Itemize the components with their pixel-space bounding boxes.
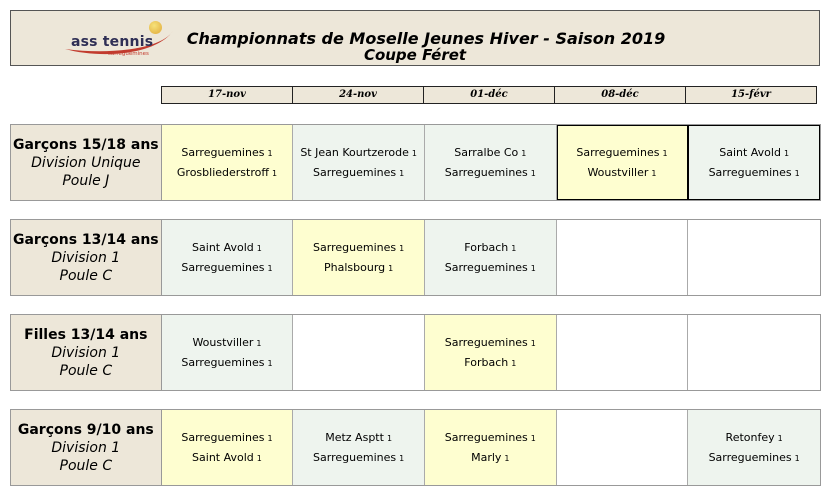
team-away: Phalsbourg (324, 260, 386, 274)
team-number: 1 (511, 358, 517, 368)
group-label (11, 125, 162, 200)
team-away: Sarreguemines (444, 165, 528, 179)
match-cell (557, 125, 689, 200)
team-home: Sarreguemines (313, 240, 397, 254)
empty-cell (688, 220, 820, 295)
team-number: 1 (651, 168, 657, 178)
team-number: 1 (399, 453, 405, 463)
group-row (10, 409, 821, 486)
group-name: Garçons 15/18 ans (12, 136, 159, 153)
team-away: Sarreguemines (444, 260, 528, 274)
group-label (11, 410, 162, 485)
date-header: 08-déc (554, 86, 686, 104)
group-poule: Poule C (59, 267, 113, 284)
team-number: 1 (411, 148, 417, 158)
team-home: Woustviller (192, 335, 254, 349)
team-number: 1 (267, 358, 273, 368)
team-number: 1 (256, 243, 262, 253)
team-number: 1 (256, 453, 262, 463)
team-away: Forbach (464, 355, 509, 369)
match-cell (425, 220, 557, 295)
team-away: Sarreguemines (181, 260, 265, 274)
team-number: 1 (271, 168, 278, 178)
team-number: 1 (530, 433, 536, 443)
team-number: 1 (388, 263, 394, 273)
match-cell (425, 410, 557, 485)
group-poule: Poule C (59, 457, 113, 474)
group-label (11, 315, 162, 390)
empty-cell (557, 315, 689, 390)
team-home: Sarreguemines (181, 430, 265, 444)
group-division: Division 1 (51, 439, 121, 456)
team-number: 1 (399, 243, 405, 253)
match-cell (425, 315, 557, 390)
date-header-row (161, 86, 816, 104)
team-away: Sarreguemines (708, 165, 792, 179)
team-home: Saint Avold (192, 240, 254, 254)
team-home: Forbach (464, 240, 509, 254)
empty-cell (688, 315, 820, 390)
team-number: 1 (777, 433, 783, 443)
date-header: 24-nov (292, 86, 424, 104)
team-away: Marly (471, 450, 502, 464)
team-number: 1 (794, 453, 800, 463)
team-number: 1 (504, 453, 510, 463)
group-name: Garçons 13/14 ans (12, 231, 159, 248)
team-away: Woustviller (587, 165, 649, 179)
group-row (10, 124, 821, 201)
match-cell (162, 410, 294, 485)
team-number: 1 (267, 148, 273, 158)
date-header: 01-déc (423, 86, 555, 104)
group-name: Filles 13/14 ans (24, 326, 148, 343)
match-cell (293, 125, 425, 200)
match-cell (293, 410, 425, 485)
page-subtitle: Coupe Féret (363, 46, 467, 64)
match-cell (425, 125, 557, 200)
team-away: Sarreguemines (313, 165, 397, 179)
team-number: 1 (783, 148, 790, 158)
group-poule: Poule C (59, 362, 113, 379)
team-number: 1 (662, 148, 668, 158)
team-number: 1 (267, 433, 273, 443)
team-home: Sarreguemines (181, 145, 265, 159)
team-number: 1 (530, 168, 536, 178)
match-cell (688, 410, 820, 485)
team-number: 1 (530, 338, 536, 348)
team-number: 1 (530, 263, 536, 273)
group-division: Division 1 (51, 344, 121, 361)
team-home: Sarreguemines (576, 145, 660, 159)
logo-text: ass tennis (71, 34, 154, 50)
team-home: Sarreguemines (444, 335, 528, 349)
group-division: Division 1 (51, 249, 121, 266)
group-name: Garçons 9/10 ans (17, 421, 154, 438)
team-away: Sarreguemines (313, 450, 397, 464)
team-home: St Jean Kourtzerode (300, 145, 409, 159)
page-title: Championnats de Moselle Jeunes Hiver - Saison 2019 (186, 29, 666, 48)
empty-cell (557, 410, 689, 485)
team-home: Sarreguemines (444, 430, 528, 444)
match-cell (162, 220, 294, 295)
team-home: Retonfey (725, 430, 775, 444)
group-row (10, 219, 821, 296)
team-number: 1 (399, 168, 405, 178)
team-away: Grosbliederstroff (176, 165, 269, 179)
match-cell (162, 315, 294, 390)
team-away: Sarreguemines (708, 450, 792, 464)
match-cell (162, 125, 294, 200)
match-cell (688, 125, 820, 200)
team-number: 1 (267, 263, 273, 273)
empty-cell (293, 315, 425, 390)
team-away: Saint Avold (192, 450, 254, 464)
team-away: Sarreguemines (181, 355, 265, 369)
team-number: 1 (511, 243, 517, 253)
logo-subtext: sarreguemines (108, 51, 149, 57)
date-header: 15-févr (685, 86, 817, 104)
team-home: Saint Avold (719, 145, 781, 159)
group-row (10, 314, 821, 391)
team-number: 1 (521, 148, 527, 158)
team-home: Metz Asptt (325, 430, 384, 444)
group-label (11, 220, 162, 295)
team-home: Sarralbe Co (454, 145, 519, 159)
empty-cell (557, 220, 689, 295)
date-header: 17-nov (161, 86, 293, 104)
group-poule: Poule J (62, 172, 110, 189)
match-cell (293, 220, 425, 295)
group-division: Division Unique (31, 154, 141, 171)
team-number: 1 (386, 433, 393, 443)
team-number: 1 (794, 168, 800, 178)
team-number: 1 (256, 338, 262, 348)
